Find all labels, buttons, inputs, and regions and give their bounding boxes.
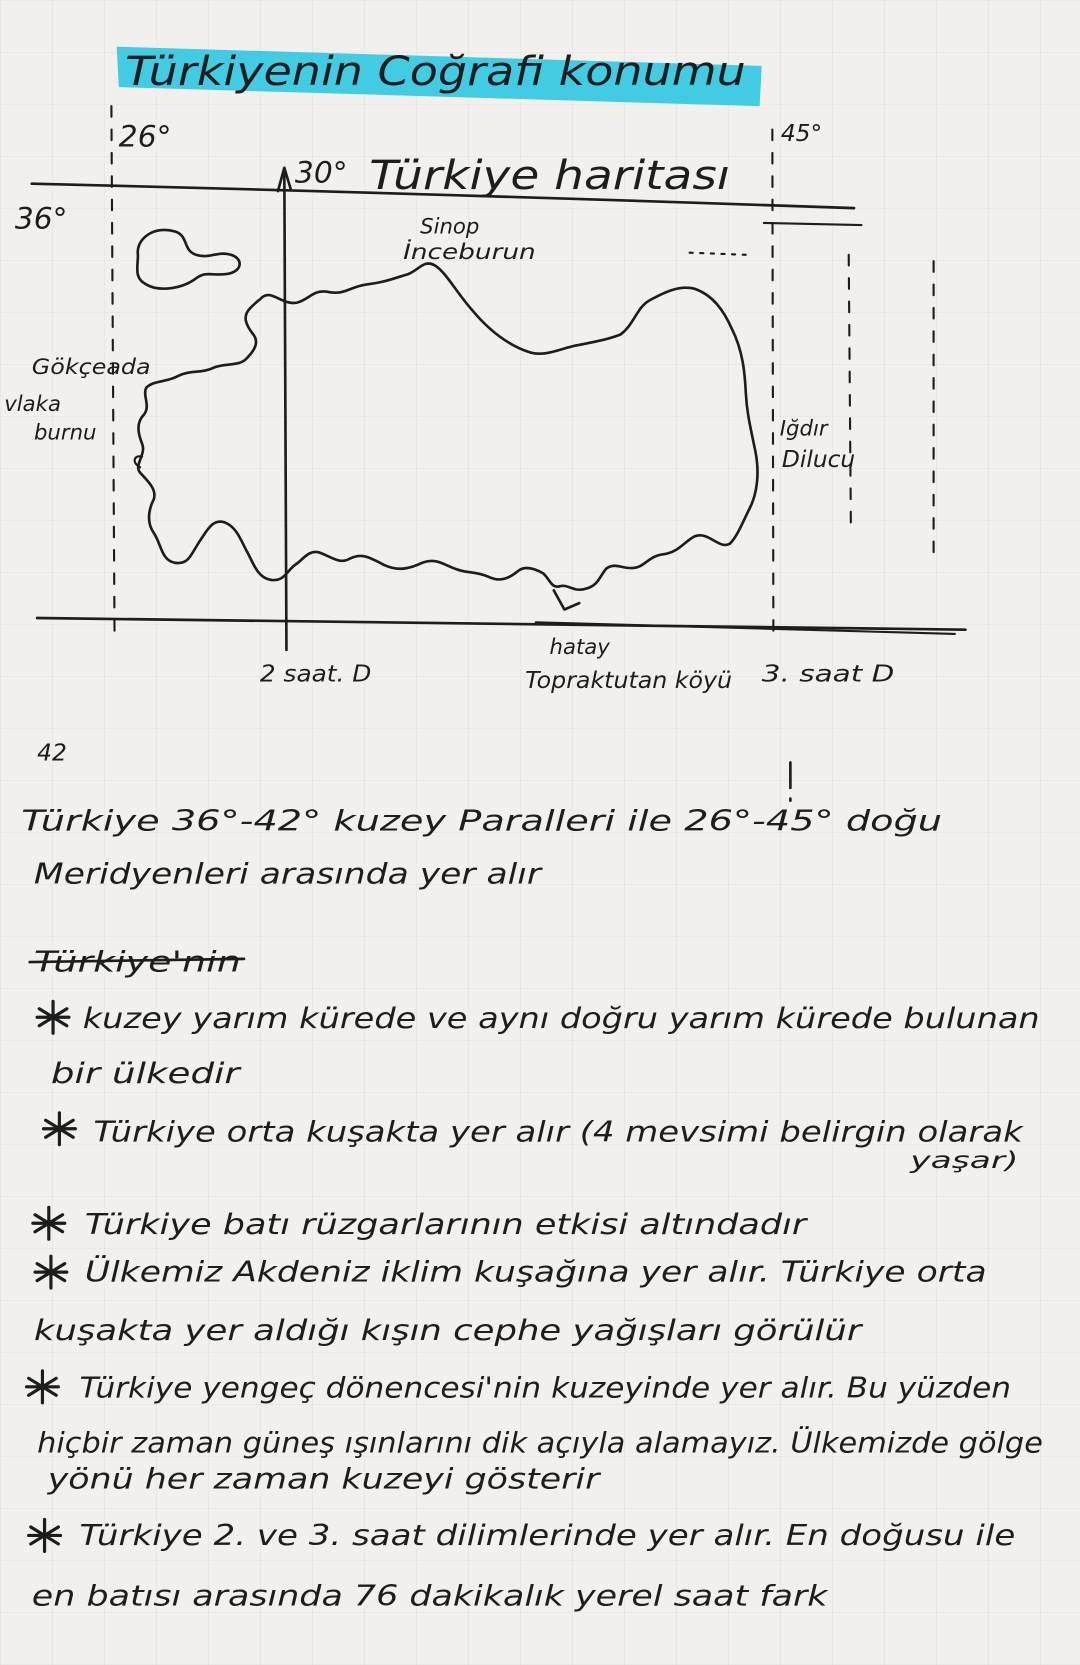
west-point-island: Gökçeada [31,354,151,380]
intro-line: Türkiye 36°-42° kuzey Paralleri ile 26°-45° doğu [21,803,943,838]
bullet-line: Türkiye yengeç dönencesi'nin kuzeyinde yer alır. Bu yüzden [79,1370,1012,1405]
east-point-city: Iğdır [779,416,828,442]
bullet-line: Türkiye orta kuşakta yer alır (4 mevsimi belirgin olarak [93,1114,1025,1149]
north-point-city: Sinop [420,214,480,240]
bullet-line: kuzey yarım kürede ve aynı doğru yarım kürede bulunan [82,1000,1040,1035]
title-text: Türkiyenin Coğrafi konumu [125,47,746,95]
west-point-suffix: burnu [33,420,97,446]
turkey-map [4,106,965,800]
bullet-line: Ülkemiz Akdeniz iklim kuşağına yer alır. Türkiye orta [84,1254,987,1289]
intro-line: Meridyenleri arasında yer alır [33,856,544,891]
dotted-mark [690,253,748,255]
bullet-star-icon [35,1256,67,1288]
bullet-star-icon [37,1001,69,1033]
bullet-line: yaşar) [908,1146,1019,1175]
bullet-star-icon [33,1207,65,1239]
notes-section [21,803,1043,1612]
meridian-45-line [772,130,773,643]
south-point-name: Topraktutan köyü [525,666,733,695]
page-title [117,47,762,106]
bullet-line: yönü her zaman kuzeyi gösterir [46,1461,603,1496]
parallel-42-line-right [764,223,862,225]
time-zone-3-label: 3. saat D [761,659,895,688]
parallel-42-label: 42 [37,738,67,767]
east-point-name: Dilucu [781,445,856,474]
bullet-line: kuşakta yer aldığı kışın cephe yağışları görülür [33,1313,865,1348]
bullet-line: hiçbir zaman güneş ışınlarını dik açıyla alamayız. Ülkemizde gölge [37,1425,1043,1460]
bullet-star-icon [43,1113,75,1145]
thrace-outline [137,230,239,289]
map-title: Türkiye haritası [369,151,730,200]
bullet-star-icon [27,1371,59,1403]
meridian-26-label: 26° [118,119,172,155]
bullet-line: Türkiye batı rüzgarlarının etkisi altındadır [84,1206,809,1241]
bullet-line: bir ülkedir [50,1056,243,1091]
bullet-line: en batısı arasında 76 dakikalık yerel saat fark [31,1578,830,1613]
extra-dashed-line [849,255,851,523]
north-point-name: İnceburun [403,240,511,266]
meridian-45-label: 45° [780,119,823,148]
meridian-30-label: 30° [294,155,348,191]
hatay-tip-mark [554,590,579,609]
bullet-star-icon [29,1520,61,1552]
bullet-line: Türkiye 2. ve 3. saat dilimlerinde yer alır. En doğusu ile [79,1517,1016,1553]
time-zone-2-label: 2 saat. D [259,659,372,688]
west-point-name: vlaka [4,391,61,417]
south-point-city: hatay [549,635,610,661]
parallel-36-label: 36° [14,201,68,237]
parallel-36-line [37,618,965,630]
anatolia-outline [138,263,757,589]
struck-heading: Türkiye'nin [33,944,241,979]
meridian-30-line [284,170,286,650]
